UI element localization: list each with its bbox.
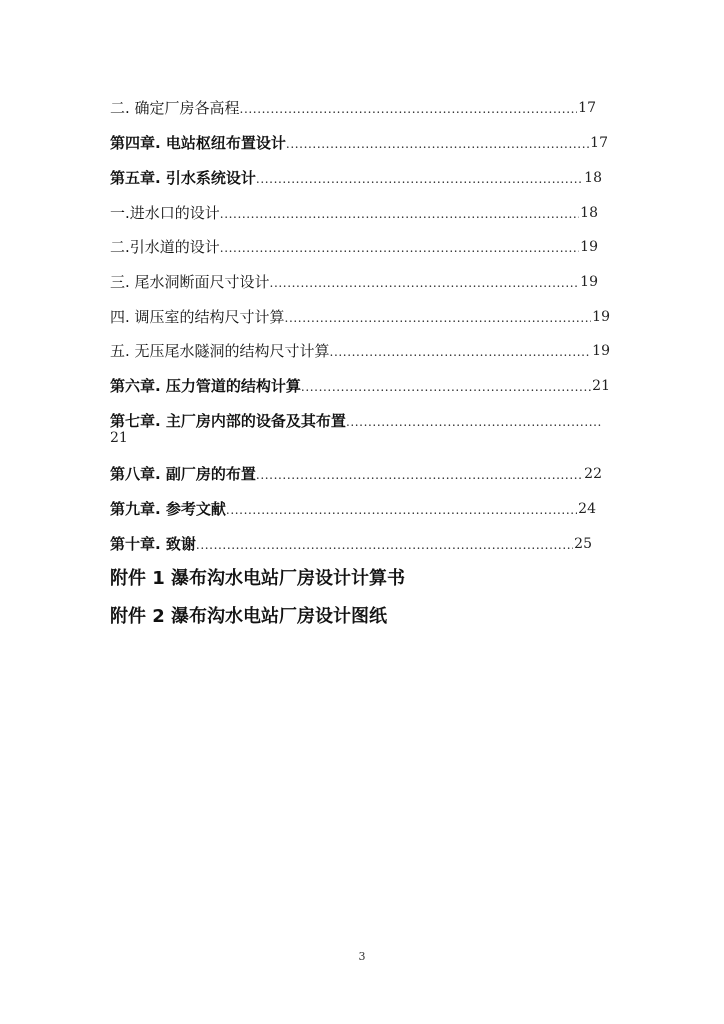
toc-leader-dots	[256, 468, 583, 482]
toc-entry	[110, 532, 592, 554]
toc-leader-dots	[285, 311, 592, 325]
page-number: 3	[358, 950, 366, 963]
toc-entry	[110, 270, 598, 292]
toc-entry-title: 三. 尾水洞断面尺寸设计	[110, 273, 270, 291]
toc-entry	[110, 374, 610, 396]
toc-leader-dots	[220, 207, 579, 221]
toc-entry-page: 19	[592, 309, 610, 325]
toc-entry	[110, 305, 610, 327]
toc-entry-page: 19	[592, 343, 610, 359]
toc-leader-dots	[330, 345, 592, 359]
toc-entry-title: 二.引水道的设计	[110, 238, 220, 256]
toc-leader-dots	[301, 380, 591, 394]
toc-entry-title: 第五章. 引水系统设计	[110, 169, 256, 187]
toc-entry-page: 18	[580, 205, 598, 221]
toc-entry-page: 18	[584, 170, 602, 186]
appendix-entry-2: 附件 2 瀑布沟水电站厂房设计图纸	[110, 606, 388, 627]
toc-leader-dots	[286, 137, 589, 151]
toc-entry-title: 第七章. 主厂房内部的设备及其布置	[110, 412, 346, 430]
toc-leader-dots	[220, 241, 579, 255]
toc-entry-page: 19	[580, 274, 598, 290]
toc-leader-dots	[240, 102, 578, 116]
toc-leader-dots	[196, 538, 573, 552]
toc-entry-title: 五. 无压尾水隧洞的结构尺寸计算	[110, 342, 330, 360]
toc-entry-title: 一.进水口的设计	[110, 204, 220, 222]
appendix-entry-1: 附件 1 瀑布沟水电站厂房设计计算书	[110, 568, 406, 589]
toc-entry	[110, 131, 608, 153]
toc-entry-title: 第九章. 参考文献	[110, 500, 226, 518]
toc-entry	[110, 339, 610, 361]
toc-entry-title: 第十章. 致谢	[110, 535, 196, 553]
toc-entry-page: 24	[578, 501, 596, 517]
toc-entry-page: 22	[584, 466, 602, 482]
toc-entry	[110, 96, 596, 118]
toc-entry-title: 第八章. 副厂房的布置	[110, 465, 256, 483]
toc-leader-dots	[226, 503, 577, 517]
toc-entry	[110, 409, 604, 431]
toc-entry-page: 21	[592, 378, 610, 394]
toc-entry-page: 25	[574, 536, 592, 552]
toc-leader-dots	[256, 172, 583, 186]
toc-entry	[110, 201, 598, 223]
toc-entry-page: 17	[590, 135, 608, 151]
toc-entry-title: 四. 调压室的结构尺寸计算	[110, 308, 285, 326]
toc-entry-page: 21	[110, 430, 128, 446]
toc-leader-dots	[270, 276, 580, 290]
toc-leader-dots	[346, 415, 603, 429]
toc-entry-title: 第四章. 电站枢纽布置设计	[110, 134, 286, 152]
toc-entry	[110, 462, 602, 484]
toc-entry-page: 17	[578, 100, 596, 116]
toc-entry-title: 二. 确定厂房各高程	[110, 99, 240, 117]
toc-entry	[110, 166, 602, 188]
toc-entry-page: 19	[580, 239, 598, 255]
toc-entry	[110, 497, 596, 519]
toc-entry-title: 第六章. 压力管道的结构计算	[110, 377, 301, 395]
toc-entry	[110, 235, 598, 257]
